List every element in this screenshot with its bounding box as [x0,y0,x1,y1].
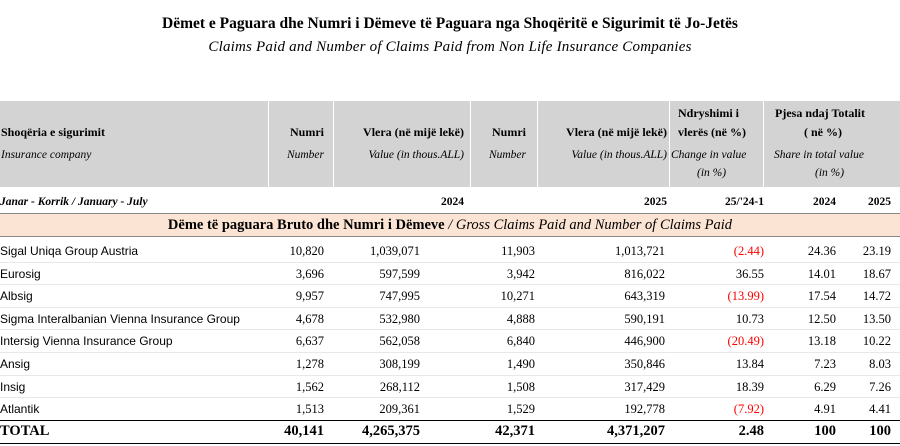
change-value: 13.84 [735,356,764,371]
number-2025: 11,903 [501,244,535,258]
report-title-block [0,14,900,57]
value-2024: 532,980 [379,311,420,326]
company-name: Atlantik [0,402,40,417]
value-2025: 1,013,721 [615,244,665,258]
header-number-en-2024: Number [286,149,324,161]
period-year-2025: 2025 [644,196,667,208]
share-2025: 4.41 [869,402,891,417]
company-name: Ansig [0,356,31,371]
number-2025: 1,490 [506,356,535,371]
number-2024: 3,696 [295,266,324,281]
number-2025: 6,840 [506,334,535,349]
table-row [0,285,900,308]
section-title-sq: Dëme të paguara Bruto dhe Numri i Dëmeve [167,217,445,233]
share-2024: 24.36 [807,244,836,258]
number-2025: 4,888 [506,311,535,326]
total-value-2025: 4,371,207 [607,423,665,439]
header-number-en-2025: Number [488,149,526,161]
report-subtitle: Claims Paid and Number of Claims Paid from Non Life Insurance Companies [208,39,692,55]
number-2024: 1,278 [295,356,324,371]
value-2024: 209,361 [379,402,420,417]
table-row [0,330,900,353]
total-value-2024: 4,265,375 [362,423,420,439]
share-2025: 7.26 [869,379,891,394]
number-2025: 1,529 [506,402,535,417]
number-2024: 4,678 [295,311,324,326]
company-name: Eurosig [0,266,41,281]
value-2025: 350,846 [624,356,665,371]
header-number-sq-2025: Numri [492,125,526,139]
share-2025: 10.22 [862,334,891,349]
header-share-sq-2: ( në %) [804,125,842,139]
value-2024: 562,058 [379,334,420,349]
company-name: Sigma Interalbanian Vienna Insurance Group [0,311,240,326]
change-value: 18.39 [735,379,764,394]
value-2024: 597,599 [379,266,420,281]
number-2024: 1,562 [295,379,324,394]
section-band [0,213,900,237]
total-change: 2.48 [738,423,764,439]
share-2025: 14.72 [862,289,891,304]
header-company-sq: Shoqëria e sigurimit [1,125,105,139]
table-row [0,308,900,331]
period-label: Janar - Korrik / January - July [0,196,148,208]
company-name: Sigal Uniqa Group Austria [0,244,139,258]
value-2024: 308,199 [379,356,420,371]
total-row [0,420,900,444]
value-2024: 1,039,071 [370,244,420,258]
header-change-en-1: Change in value [671,149,747,161]
share-2024: 17.54 [807,289,836,304]
company-name: Insig [0,379,26,394]
table-header [0,101,900,187]
share-2024: 13.18 [807,334,836,349]
total-number-2025: 42,371 [495,423,535,439]
share-2024: 7.23 [814,356,836,371]
share-2024: 14.01 [807,266,836,281]
header-change-sq-1: Ndryshimi i [678,106,740,120]
table-body [0,240,900,421]
change-value: 10.73 [735,311,764,326]
period-share-2024: 2024 [813,196,836,208]
share-2025: 8.03 [869,356,891,371]
number-2025: 3,942 [506,266,535,281]
total-number-2024: 40,141 [284,423,324,439]
value-2025: 192,778 [624,402,665,417]
period-row [0,194,900,210]
number-2025: 10,271 [500,289,535,304]
period-change-label: 25/'24-1 [725,196,764,208]
change-value: (13.99) [727,289,764,304]
change-value: 36.55 [735,266,764,281]
header-company-en: Insurance company [1,149,92,161]
header-change-en-2: (in %) [697,167,727,179]
total-share-2025: 100 [869,423,891,439]
value-2024: 268,112 [379,379,420,394]
share-2025: 13.50 [862,311,891,326]
change-value: (7.92) [733,402,764,417]
value-2025: 590,191 [624,311,665,326]
company-name: Albsig [0,289,33,304]
header-value-sq-2024: Vlera (në mijë lekë) [363,125,464,139]
section-sep: / [444,217,456,233]
header-share-en-2: (in %) [815,167,845,179]
table-row [0,398,900,421]
table-row [0,376,900,399]
period-year-2024: 2024 [441,196,464,208]
table-row [0,240,900,263]
header-share-sq-1: Pjesa ndaj Totalit [775,106,866,120]
table-row [0,353,900,376]
header-value-en-2024: Value (in thous.ALL) [368,149,464,161]
share-2025: 18.67 [862,266,891,281]
number-2024: 6,637 [295,334,324,349]
share-2024: 4.91 [814,402,836,417]
company-name: Intersig Vienna Insurance Group [0,334,173,349]
value-2025: 317,429 [624,379,665,394]
share-2024: 12.50 [807,311,836,326]
header-value-en-2025: Value (in thous.ALL) [571,149,667,161]
value-2025: 446,900 [624,334,665,349]
section-title-en: Gross Claims Paid and Number of Claims Paid [455,217,733,233]
total-share-2024: 100 [814,423,836,439]
share-2025: 23.19 [862,244,891,258]
number-2024: 1,513 [295,402,324,417]
number-2024: 10,820 [289,244,324,258]
change-value: (20.49) [727,334,764,349]
header-value-sq-2025: Vlera (në mijë lekë) [566,125,667,139]
share-2024: 6.29 [814,379,836,394]
value-2024: 747,995 [379,289,420,304]
total-label: TOTAL [0,423,50,439]
report-title: Dëmet e Paguara dhe Numri i Dëmeve të Paguara nga Shoqëritë e Sigurimit të Jo-Jetës [162,15,738,32]
table-row [0,263,900,286]
value-2025: 643,319 [624,289,665,304]
header-change-sq-2: vlerës (në %) [678,125,746,139]
value-2025: 816,022 [624,266,665,281]
period-share-2025: 2025 [868,196,891,208]
change-value: (2.44) [733,244,764,258]
header-number-sq-2024: Numri [290,125,324,139]
header-share-en-1: Share in total value [774,149,864,161]
number-2025: 1,508 [506,379,535,394]
number-2024: 9,957 [295,289,324,304]
